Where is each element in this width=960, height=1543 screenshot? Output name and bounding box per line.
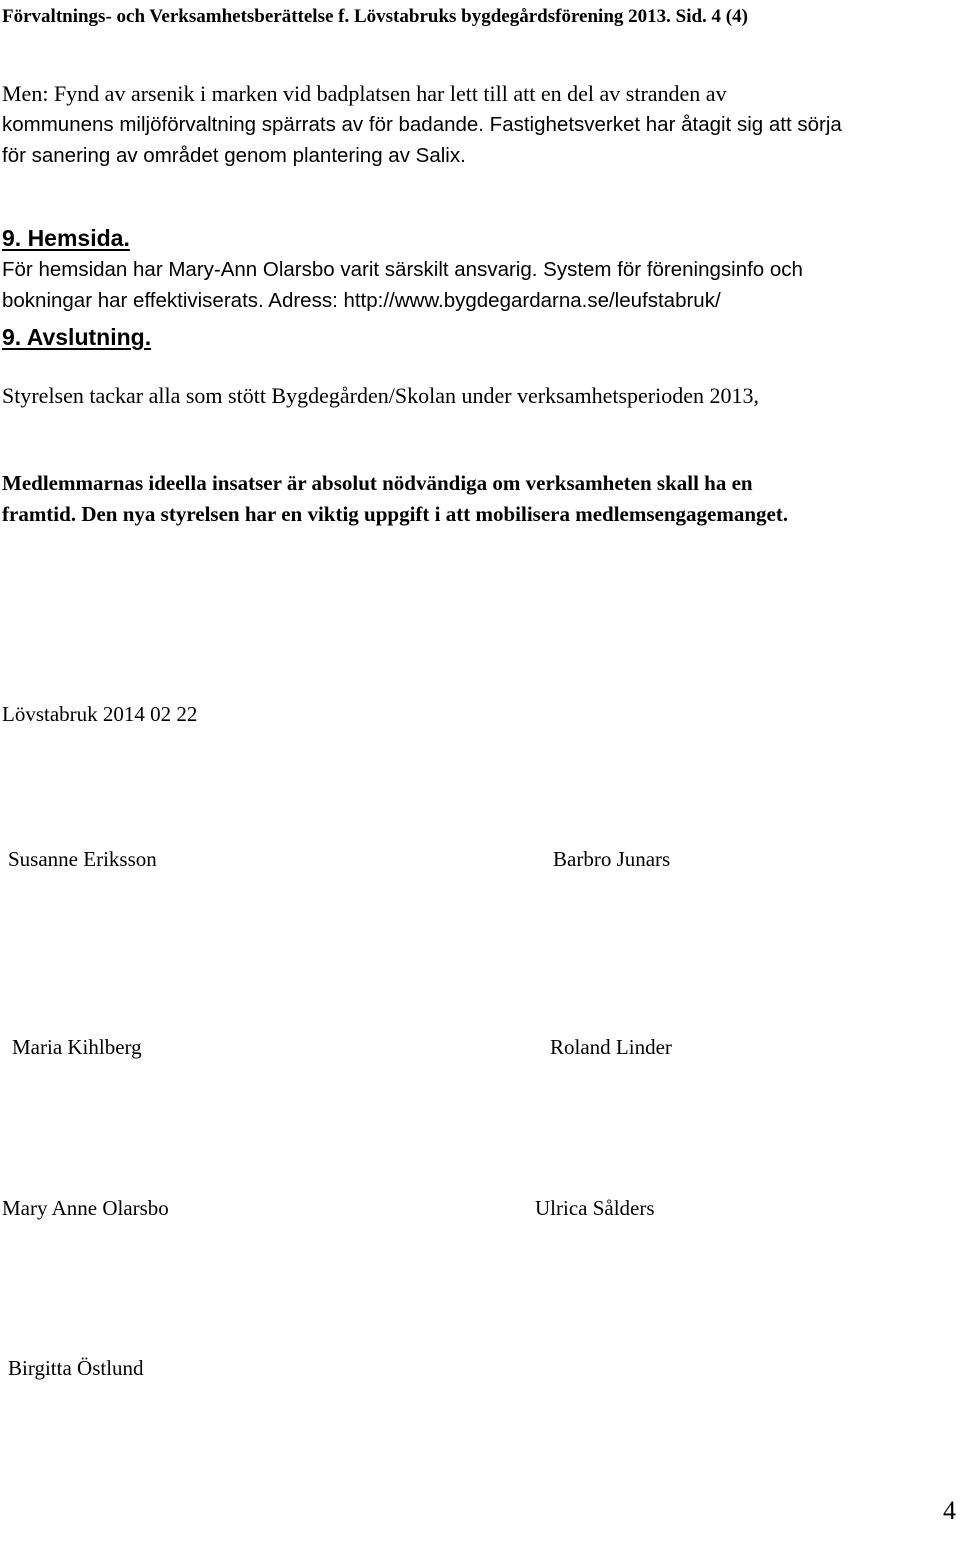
signature-name: Roland Linder [550,1035,672,1059]
avslutning-bold-line-2: framtid. Den nya styrelsen har en viktig uppgift i att mobilisera medlemsengagemanget. [2,502,789,526]
intro-paragraph [2,78,952,171]
hemsida-line-2: bokningar har effektiviserats. Adress: http://www.bygdegardarna.se/leufstabruk/ [2,289,721,312]
hemsida-line-1: För hemsidan har Mary-Ann Olarsbo varit särskilt ansvarig. System för föreningsinfo och [2,258,803,281]
signature-name: Susanne Eriksson [8,847,157,871]
signature-name: Birgitta Östlund [8,1356,144,1380]
signature-name: Barbro Junars [553,847,671,871]
intro-line-2: kommunens miljöförvaltning spärrats av för badande. Fastighetsverket har åtagit sig att sörja [2,113,842,136]
avslutning-bold-paragraph [2,468,957,530]
hemsida-paragraph [2,254,952,316]
avslutning-line-1: Styrelsen tackar alla som stött Bygdegården/Skolan under verksamhetsperioden 2013, [2,383,759,408]
intro-line-1: Men: Fynd av arsenik i marken vid badplatsen har lett till att en del av stranden av [2,81,727,106]
page-number: 4 [943,1496,956,1525]
page-header: Förvaltnings- och Verksamhetsberättelse f. Lövstabruks bygdegårdsförening 2013. Sid. 4 (4) [2,6,748,27]
avslutning-bold-line-1: Medlemmarnas ideella insatser är absolut nödvändiga om verksamheten skall ha en [2,471,753,495]
place-date: Lövstabruk 2014 02 22 [2,702,198,726]
intro-line-3: för sanering av området genom plantering av Salix. [2,144,466,167]
signature-name: Mary Anne Olarsbo [2,1196,169,1220]
section-heading-hemsida: 9. Hemsida. [2,225,130,251]
signature-name: Maria Kihlberg [12,1035,142,1059]
signature-name: Ulrica Sålders [535,1196,655,1220]
section-heading-avslutning: 9. Avslutning. [2,324,152,350]
